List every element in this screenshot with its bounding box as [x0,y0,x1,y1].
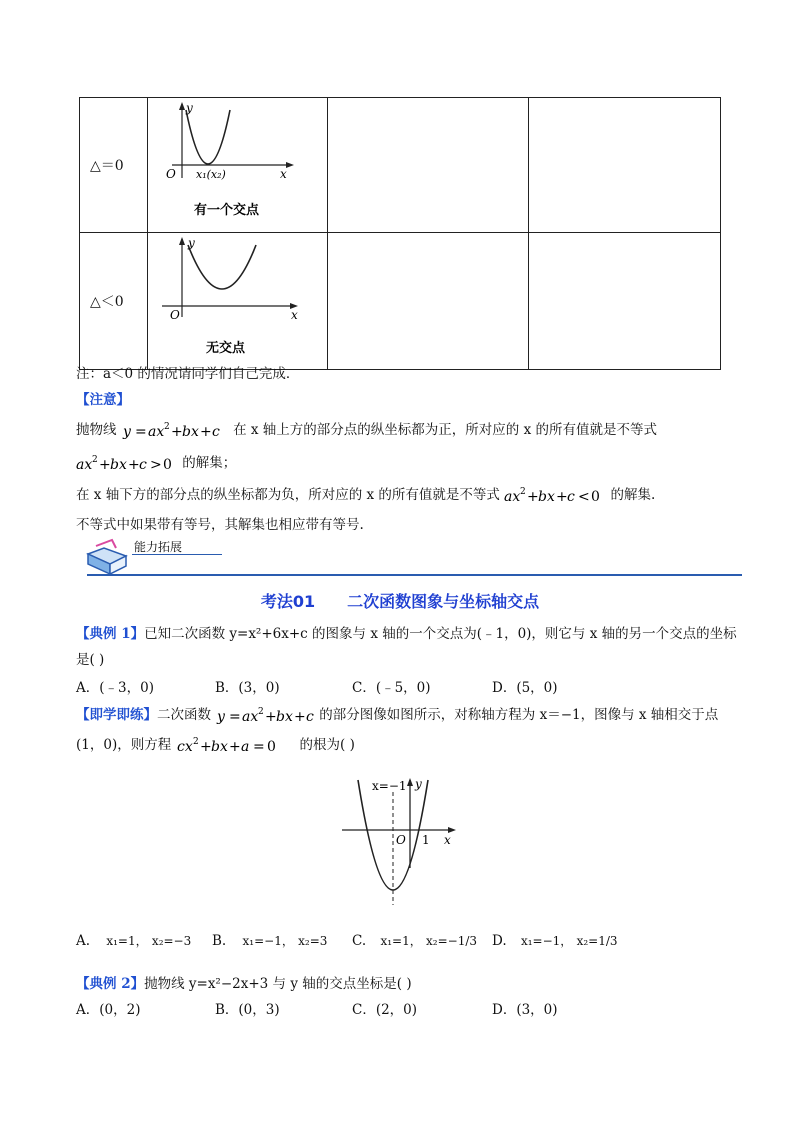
note-paragraph-1 [76,418,657,442]
option-letter: C. [352,933,367,949]
parabola-one-root-graph [148,98,326,228]
discriminant-table [79,97,721,370]
empty-cell [528,233,720,370]
y-axis-label: y [185,101,193,115]
option-c[interactable] [352,932,477,949]
note-line: 注：a＜0 的情况请同学们自己完成． [76,366,300,382]
example1-question-cont: 是( ) [76,652,105,668]
note-paragraph-3 [76,483,655,507]
svg-text:ax: ax [504,488,521,505]
svg-text:a: a [240,738,249,755]
option-d[interactable]: D．(5，0) [492,680,558,696]
svg-text:bx: bx [276,708,294,725]
paragraph-text: 在 x 轴下方的部分点的纵坐标都为负，所对应的 x 的所有值就是不等式 [76,487,500,503]
note-paragraph-2 [76,451,236,475]
option-c[interactable]: C．(2，0) [352,1002,418,1018]
empty-cell [528,98,720,233]
inequality-negative [504,485,606,507]
label-underline [132,554,222,555]
option-a[interactable]: A．(0，2) [76,1002,141,1018]
svg-text:+: + [556,488,568,505]
svg-text:+: + [265,708,278,725]
svg-text:ax: ax [242,708,259,725]
svg-text:+: + [294,708,307,725]
option-d[interactable]: D．(3，0) [492,1002,558,1018]
y-axis-label: y [187,236,195,250]
condition-cell: △＜0 [80,233,148,370]
condition-cell: △＝0 [80,98,148,233]
svg-text:2: 2 [520,486,526,497]
svg-text:bx: bx [110,456,127,473]
svg-text:>: > [150,456,162,473]
x-axis-label: x [444,833,451,847]
practice-text: (1，0)，则方程 [76,737,172,753]
svg-text:c: c [306,708,315,725]
option-letter: D. [492,933,507,949]
equation-parabola [121,420,229,442]
svg-text:bx: bx [210,738,228,755]
practice-text: 的根为( ) [299,737,355,753]
ability-expansion-label: 能力拓展 [134,540,183,554]
svg-text:y: y [217,708,226,725]
y-axis-label: y [415,777,422,791]
section-divider [87,574,742,576]
option-root-1: x₁=−1， [242,934,294,948]
option-a[interactable] [76,932,191,949]
example2-text: 抛物线 y=x²−2x+3 与 y 轴的交点坐标是( ) [144,976,412,992]
empty-cell [327,233,528,370]
option-root-1: x₁=1， [106,934,148,948]
svg-text:ax: ax [147,423,165,440]
equation-parabola [215,705,319,727]
inequality-positive [76,453,178,475]
option-root-2: x₂=−1/3 [426,934,478,948]
x-axis-label: x [279,167,287,181]
paragraph-text: 的解集； [182,455,237,471]
svg-text:+: + [170,423,183,440]
svg-text:ax: ax [76,456,93,473]
svg-text:bx: bx [538,488,556,505]
parabola-no-root-graph [148,233,326,365]
practice-text: 二次函数 [157,707,211,723]
empty-cell [327,98,528,233]
graph-caption: 有一个交点 [193,203,259,218]
svg-text:=: = [229,708,242,725]
option-b[interactable]: B．(0，3) [215,1002,280,1018]
svg-text:0: 0 [266,738,276,755]
option-b[interactable]: B．(3，0) [215,680,280,696]
example1-question [76,622,737,642]
practice-parabola-figure [336,770,466,910]
svg-text:+: + [199,738,212,755]
graph-cell [147,98,327,233]
option-root-2: x₂=1/3 [576,934,618,948]
paragraph-text: 的解集. [610,487,656,503]
svg-text:=: = [252,738,265,755]
example2-tag: 【典例 2】 [76,976,145,992]
practice-question-cont [76,733,355,757]
table-row [80,233,721,370]
practice-text: 的部分图像如图所示，对称轴方程为 x＝−1，图像与 x 轴相交于点 [319,707,719,723]
svg-text:cx: cx [176,738,193,755]
option-c[interactable]: C．(﹣5，0) [352,680,431,696]
example2-question [76,972,412,992]
paragraph-text: 抛物线 [76,422,117,438]
option-root-2: x₂=3 [298,934,328,948]
svg-text:0: 0 [591,488,601,505]
practice-tag: 【即学即练】 [76,707,157,723]
svg-text:+: + [527,488,539,505]
svg-text:2: 2 [192,736,199,747]
note-heading: 【注意】 [76,392,130,408]
option-root-1: x₁=1， [380,934,422,948]
svg-text:y: y [122,423,131,440]
svg-text:bx: bx [181,423,199,440]
graph-cell [147,233,327,370]
option-root-2: x₂=−3 [151,934,192,948]
svg-text:2: 2 [163,421,170,432]
table-row [80,98,721,233]
svg-text:=: = [134,423,147,440]
svg-text:c: c [139,456,147,473]
svg-text:2: 2 [92,454,98,465]
option-d[interactable] [492,932,618,949]
origin-label: O [396,833,406,847]
graph-caption: 无交点 [205,341,245,356]
svg-text:+: + [99,456,111,473]
paragraph-text: 在 x 轴上方的部分点的纵坐标都为正，所对应的 x 的所有值就是不等式 [233,422,657,438]
option-letter: B. [212,933,227,949]
option-letter: A. [76,933,91,949]
option-b[interactable] [212,932,327,949]
svg-text:c: c [211,423,220,440]
equation-reversed [176,735,300,757]
symmetry-axis-label: x=−1 [372,779,407,793]
root-label: x₁(x₂) [195,168,226,181]
example1-text: 已知二次函数 y=x²+6x+c 的图象与 x 轴的一个交点为(﹣1，0)，则它与 x 轴的另一个交点的坐标 [144,626,737,642]
example1-tag: 【典例 1】 [76,626,145,642]
svg-text:2: 2 [258,706,265,717]
origin-label: O [165,167,176,181]
x-axis-label: x [290,308,298,322]
svg-text:+: + [199,423,212,440]
svg-text:c: c [567,488,576,505]
svg-text:0: 0 [163,456,172,473]
origin-label: O [169,308,180,322]
book-icon [82,536,132,578]
svg-text:+: + [128,456,140,473]
practice-question [76,703,718,727]
section-title: 考法01 二次函数图象与坐标轴交点 [260,592,540,611]
note-paragraph-4: 不等式中如果带有等号，其解集也相应带有等号. [76,517,364,533]
root-label: 1 [422,833,430,847]
svg-text:+: + [228,738,241,755]
svg-text:<: < [578,488,590,505]
option-a[interactable]: A．(﹣3，0) [76,680,154,696]
option-root-1: x₁=−1， [520,934,573,948]
